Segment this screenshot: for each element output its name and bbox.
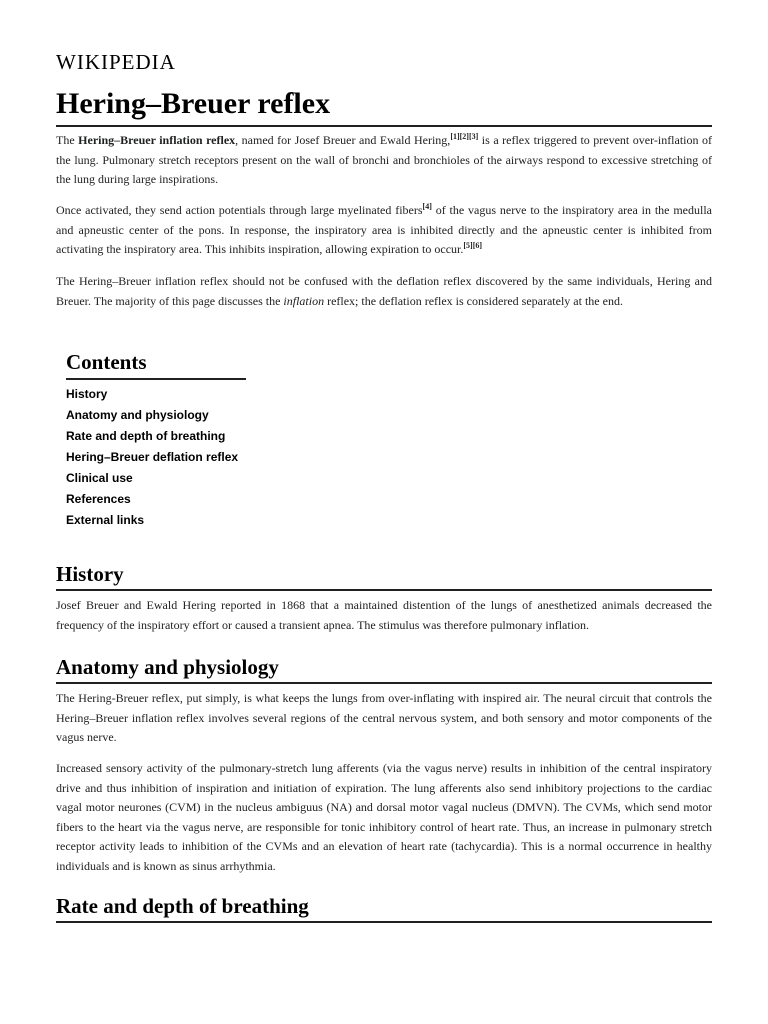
history-paragraph: Josef Breuer and Ewald Hering reported in 1868 that a maintained distention of the lungs of anesthetized animals decreased the frequency of the inspiratory effort or caused a transient apnea. The stimulus was therefore pulmonary inflation. [56,598,712,632]
intro-paragraph-1 [56,131,712,190]
intro-p2-text-a: Once activated, they send action potentials through large myelinated fibers [56,203,423,217]
table-of-contents [66,348,316,531]
intro-p1-text-b: , named for Josef Breuer and Ewald Hering, [235,133,451,147]
citation-link[interactable]: [5][6] [463,241,483,250]
wikipedia-logo[interactable]: WIKIPEDIA [56,50,176,74]
toc-item-history[interactable]: History [66,387,108,401]
anatomy-paragraph-2: Increased sensory activity of the pulmonary-stretch lung afferents (via the vagus nerve) results in inhibition of the central inspiratory drive and thus inhibition of inspiration and initiation of expiration. The lung afferents also send inhibitory projections to the cardiac vagal motor neurones (CVM) in the nucleus ambiguus (NA) and dorsal motor vagal nucleus (DMVN). The CVMs, which send motor fibers to the heart via the vagus nerve, are responsible for tonic inhibitory control of heart rate. Thus, an increase in pulmonary stretch receptor activity leads to inhibition of the CVMs and an elevation of heart rate (tachycardia). This is a normal occurrence in healthy individuals and is known as sinus arrhythmia. [56,761,712,873]
intro-paragraph-3 [56,272,712,311]
intro-p3-italic: inflation [283,293,325,308]
toc-item-rate[interactable]: Rate and depth of breathing [66,429,226,443]
section-heading-anatomy: Anatomy and physiology [56,653,712,684]
intro-paragraph-2 [56,201,712,260]
toc-item-anatomy[interactable]: Anatomy and physiology [66,408,209,422]
intro-p1-text-a: The [56,133,79,147]
toc-title: Contents [66,348,246,380]
toc-list [66,384,316,531]
intro-p2-text-b: of the vagus nerve to the inspiratory area in the medulla and apneustic center of the pons. In response, the inspiratory area is inhibited directly and the apneustic center is inhibited from activating the inspiratory area. This inhibits inspiration, allowing expiration to occur. [56,203,712,256]
toc-item-deflation[interactable]: Hering–Breuer deflation reflex [66,450,239,464]
toc-item-clinical[interactable]: Clinical use [66,471,133,485]
section-heading-history: History [56,560,712,591]
citation-link[interactable]: [1][2][3] [450,132,479,141]
toc-item-references[interactable]: References [66,492,131,506]
citation-link[interactable]: [4] [422,202,432,211]
intro-p1-text-c: is a reflex triggered to prevent over-inflation of the lung. Pulmonary stretch receptors present on the wall of bronchi and bronchioles of the airways respond to excessive stretching of the lung during large inspirations. [56,133,713,186]
intro-p3-text-b: reflex; the deflation reflex is considered separately at the end. [324,293,623,308]
article-title: Hering–Breuer reflex [56,84,712,127]
section-heading-rate: Rate and depth of breathing [56,892,712,923]
intro-p3-text-a: The Hering–Breuer inflation reflex should not be confused with the deflation reflex discovered by the same individuals, Hering and Breuer. The majority of this page discusses the [56,274,712,308]
intro-p1-bold-term: Hering–Breuer inflation reflex [78,133,236,147]
anatomy-paragraph-1: The Hering-Breuer reflex, put simply, is what keeps the lungs from over-inflating with inspired air. The neural circuit that controls the Hering–Breuer inflation reflex involves several regions of the central nervous system, and both sensory and motor components of the vagus nerve. [56,691,712,744]
toc-item-external-links[interactable]: External links [66,513,145,527]
